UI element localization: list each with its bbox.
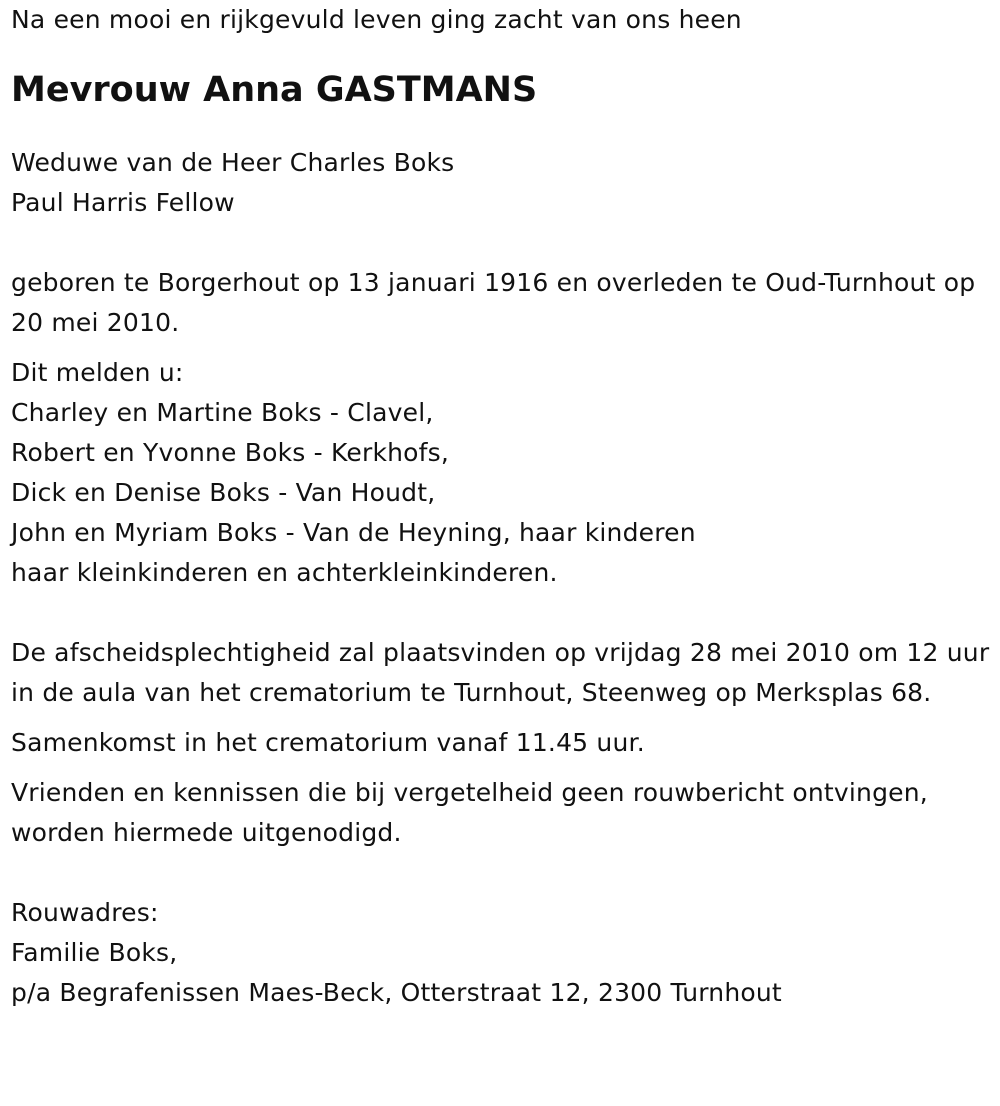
- announcer-line: Charley en Martine Boks - Clavel,: [11, 398, 434, 427]
- intro-text: Na een mooi en rijkgevuld leven ging zacht van ons heen: [11, 5, 742, 34]
- widow-line: Weduwe van de Heer Charles Boks: [11, 148, 455, 177]
- gathering-text: Samenkomst in het crematorium vanaf 11.45 uur.: [11, 728, 645, 757]
- death-notice: [11, 0, 995, 1013]
- announcers-block: [11, 353, 995, 593]
- address-block: [11, 893, 995, 1013]
- birth-death-text: geboren te Borgerhout op 13 januari 1916 en overleden te Oud-Turnhout op 20 mei 2010.: [11, 268, 976, 337]
- announcer-line: haar kleinkinderen en achterkleinkinderen.: [11, 558, 558, 587]
- announcer-line: Robert en Yvonne Boks - Kerkhofs,: [11, 438, 450, 467]
- titles-block: [11, 143, 995, 223]
- honor-line: Paul Harris Fellow: [11, 188, 235, 217]
- invitation-text: Vrienden en kennissen die bij vergetelheid geen rouwbericht ontvingen, worden hiermede uitgenodigd.: [11, 778, 928, 847]
- announcer-line: Dick en Denise Boks - Van Houdt,: [11, 478, 436, 507]
- ceremony-text: De afscheidsplechtigheid zal plaatsvinden op vrijdag 28 mei 2010 om 12 uur in de aula van het crematorium te Turnhout, Steenweg op Merksplas 68.: [11, 638, 990, 707]
- announcer-line: John en Myriam Boks - Van de Heyning, haar kinderen: [11, 518, 696, 547]
- address-label: Rouwadres:: [11, 898, 159, 927]
- announcers-intro: Dit melden u:: [11, 358, 184, 387]
- address-line: p/a Begrafenissen Maes-Beck, Otterstraat 12, 2300 Turnhout: [11, 978, 782, 1007]
- address-line: Familie Boks,: [11, 938, 178, 967]
- deceased-name: Mevrouw Anna GASTMANS: [11, 70, 538, 110]
